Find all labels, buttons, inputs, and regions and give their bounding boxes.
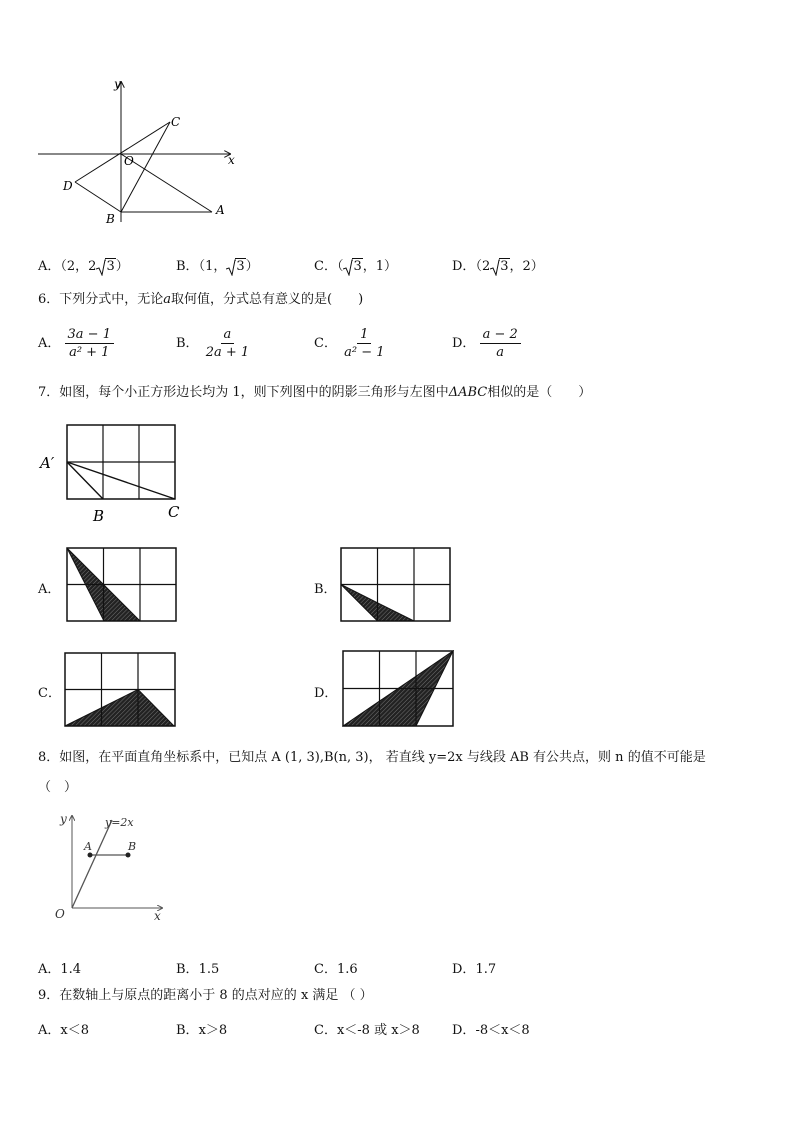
q8-axis-y-label: y (60, 812, 67, 826)
q7-reference-grid-figure (38, 422, 198, 522)
q9-option-c[interactable]: C．x＜-8 或 x＞8 (314, 1023, 420, 1038)
q5-option-b[interactable]: B．（1， 3） (176, 259, 259, 274)
q9-stem: 9．在数轴上与原点的距离小于 8 的点对应的 x 满足 （ ） (38, 988, 373, 1003)
q7-option-d-label[interactable]: D． (314, 686, 338, 701)
sqrt-symbol: 3 (343, 259, 362, 274)
q7-option-a-label[interactable]: A． (38, 582, 61, 597)
q5-option-a[interactable]: A．（2，2 3） (38, 259, 129, 274)
line-y-2x (72, 820, 112, 908)
sqrt-symbol: 3 (226, 259, 245, 274)
q6-option-d[interactable]: D． $\frac{a - 2}{a}$ (452, 327, 521, 360)
fraction: $\frac{1}{\text{a² − 1}}$ (344, 327, 385, 360)
q5-coordinate-figure (30, 72, 250, 232)
q5-point-a-label: A (216, 203, 225, 217)
q7-label-c: C (168, 503, 180, 521)
q8-point-b-label: B (128, 840, 137, 853)
q9-option-b[interactable]: B．x＞8 (176, 1023, 228, 1038)
q8-option-c[interactable]: C．1.6 (314, 962, 358, 977)
q8-line-label: y=2x (105, 816, 134, 829)
q7-option-c-grid[interactable] (64, 652, 178, 728)
sqrt-symbol: 3 (96, 259, 115, 274)
q7-option-c-label[interactable]: C． (38, 686, 61, 701)
q7-option-b-label[interactable]: B． (314, 582, 337, 597)
q5-point-d-label: D (63, 179, 73, 193)
q5-axis-x-label: x (228, 153, 235, 167)
sqrt-symbol: 3 (490, 259, 509, 274)
q8-option-a[interactable]: A．1.4 (38, 962, 82, 977)
q5-point-c-label: C (171, 115, 181, 129)
q7-label-b: B (93, 507, 105, 522)
q8-option-d[interactable]: D．1.7 (452, 962, 497, 977)
q7-option-b-grid[interactable] (340, 547, 452, 623)
q8-axis-x-label: x (154, 909, 161, 923)
q8-point-a-label: A (84, 840, 92, 853)
shaded-triangle (65, 690, 174, 727)
q6-option-a[interactable]: A． $\frac{3a - 1}{\text{a² + 1}}$ (38, 327, 114, 360)
q7-option-a-grid[interactable] (66, 547, 178, 623)
q5-point-b-label: B (106, 212, 115, 226)
q7-stem: 7．如图，每个小正方形边长均为 1，则下列图中的阴影三角形与左图中ΔABC相似的是（ ） (38, 385, 592, 400)
q8-coordinate-figure (52, 810, 182, 928)
q6-option-c[interactable]: C． $\frac{1}{\text{a² − 1}}$ (314, 327, 387, 360)
fraction: $\frac{3a - 1}{\text{a² + 1}}$ (65, 327, 114, 360)
q5-option-d[interactable]: D．（2 3，2） (452, 259, 544, 274)
q8-origin-label: O (55, 907, 65, 921)
q7-label-a: A′ (40, 454, 55, 472)
fraction: $\frac{a - 2}{a}$ (480, 327, 521, 360)
q9-option-a[interactable]: A．x＜8 (38, 1023, 89, 1038)
q9-option-d[interactable]: D．-8＜x＜8 (452, 1023, 530, 1038)
q5-origin-label: O (124, 154, 134, 168)
point-a (88, 853, 93, 858)
q6-option-b[interactable]: B． $\frac{a}{2a + 1}$ (176, 327, 252, 360)
q8-stem: 8．如图，在平面直角坐标系中，已知点 A (1, 3),B(n, 3)， 若直线 y=2x 与线段 AB 有公共点，则 n 的值不可能是 (38, 750, 706, 765)
q6-stem: 6．下列分式中，无论a取何值，分式总有意义的是( ) (38, 292, 364, 307)
point-b (126, 853, 131, 858)
q5-option-c[interactable]: C．（ 3，1） (314, 259, 398, 274)
q8-answer-paren: （ ） (38, 780, 78, 795)
q7-option-d-grid[interactable] (342, 650, 456, 728)
fraction: $\frac{a}{2a + 1}$ (205, 327, 250, 360)
q5-axis-y-label: y (114, 77, 121, 91)
q8-option-b[interactable]: B．1.5 (176, 962, 220, 977)
